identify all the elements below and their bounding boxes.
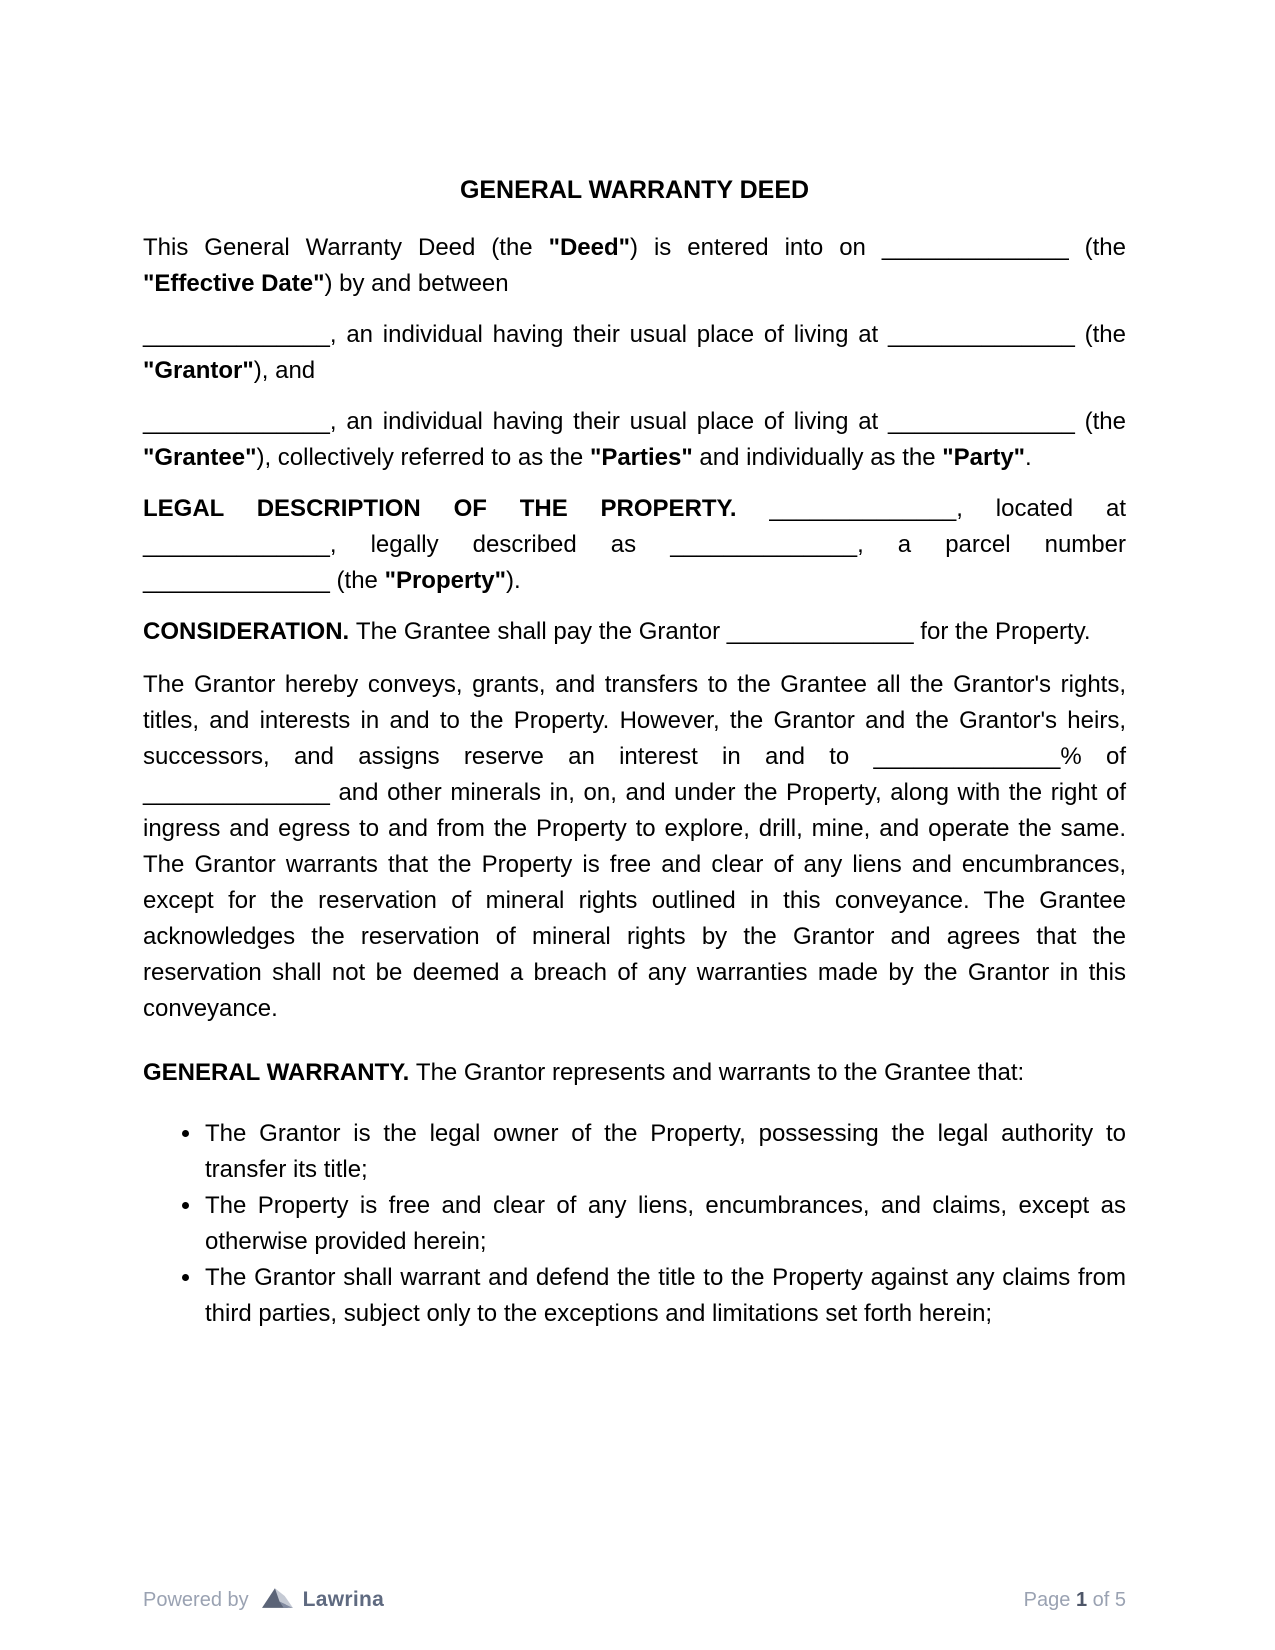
text-segment: The Grantee shall pay the Grantor ______________ for the Property. [355,618,1091,645]
grantee-paragraph [143,404,1126,476]
bold-text-segment: "Grantee" [143,444,257,471]
bold-text-segment: "Grantor" [143,357,254,384]
legal-description-paragraph [143,491,1126,599]
powered-by-label: Powered by [143,1588,249,1611]
bold-text-segment: "Deed" [548,234,631,261]
page-total: of 5 [1092,1588,1126,1611]
text-segment: . [1025,444,1032,471]
page-indicator [1024,1589,1126,1612]
bold-text-segment: CONSIDERATION. [143,618,356,645]
text-segment: The Grantor represents and warrants to the Grantee that: [415,1059,1025,1086]
text-segment: ). [506,567,521,594]
conveyance-paragraph [143,667,1126,1027]
text-segment: This General Warranty Deed (the [143,234,549,261]
grantor-paragraph [143,317,1126,389]
consideration-paragraph [143,614,1126,650]
text-segment: ______________, an individual having their usual place of living at ______________ (the [143,408,1126,435]
bold-text-segment: "Property" [384,567,507,594]
general-warranty-paragraph [143,1055,1126,1091]
text-segment: and individually as the [692,444,943,471]
lawrina-brand-link[interactable] [143,1586,384,1614]
general-warranty-list [143,1116,1126,1332]
page-footer [143,1586,1126,1614]
text-segment: ), and [253,357,316,384]
warranty-list-item: • The Property is free and clear of any liens, encumbrances, and claims, except as otherwise provided herein; [203,1188,1126,1260]
intro-paragraph [143,230,1126,302]
text-segment: ) is entered into on ______________ (the [630,234,1127,261]
bold-text-segment: "Effective Date" [143,270,325,297]
mountain-icon [261,1586,294,1614]
text-segment: ), collectively referred to as the [256,444,590,471]
warranty-list-item: • The Grantor shall warrant and defend the title to the Property against any claims from third parties, subject only to the exceptions and limitations set forth herein; [203,1260,1126,1332]
text-segment: ______________, located at ______________, legally described as ______________, a parcel number ______________ (the [143,495,1127,594]
page-label: Page [1023,1588,1071,1611]
page-number: 1 [1075,1588,1088,1611]
document-title: GENERAL WARRANTY DEED [459,176,810,204]
bold-text-segment: "Parties" [589,444,693,471]
bold-text-segment: LEGAL DESCRIPTION OF THE PROPERTY. [143,495,770,522]
warranty-list-item: • The Grantor is the legal owner of the Property, possessing the legal authority to transfer its title; [203,1116,1126,1188]
bold-text-segment: GENERAL WARRANTY. [143,1059,416,1086]
text-segment: ) by and between [324,270,509,297]
text-segment: The Grantor hereby conveys, grants, and transfers to the Grantee all the Grantor's rights, titles, and interests in and to the Property. However, the Grantor and the Grantor's heirs, successors, and assigns reserve an interest in and to ______________% of ______________ and other minerals in, on, and under the Property, along with the right of ingress and egress to and from the Property to explore, drill, mine, and operate the same. The Grantor warrants that the Property is free and clear of any liens and encumbrances, except for the reservation of mineral rights outlined in this conveyance. The Grantee acknowledges the reservation of mineral rights by the Grantor and agrees that the reservation shall not be deemed a breach of any warranties made by the Grantor in this conveyance. [143,671,1126,1022]
text-segment: ______________, an individual having their usual place of living at ______________ (the [143,321,1126,348]
brand-name: Lawrina [302,1588,385,1611]
bold-text-segment: "Party" [942,444,1026,471]
